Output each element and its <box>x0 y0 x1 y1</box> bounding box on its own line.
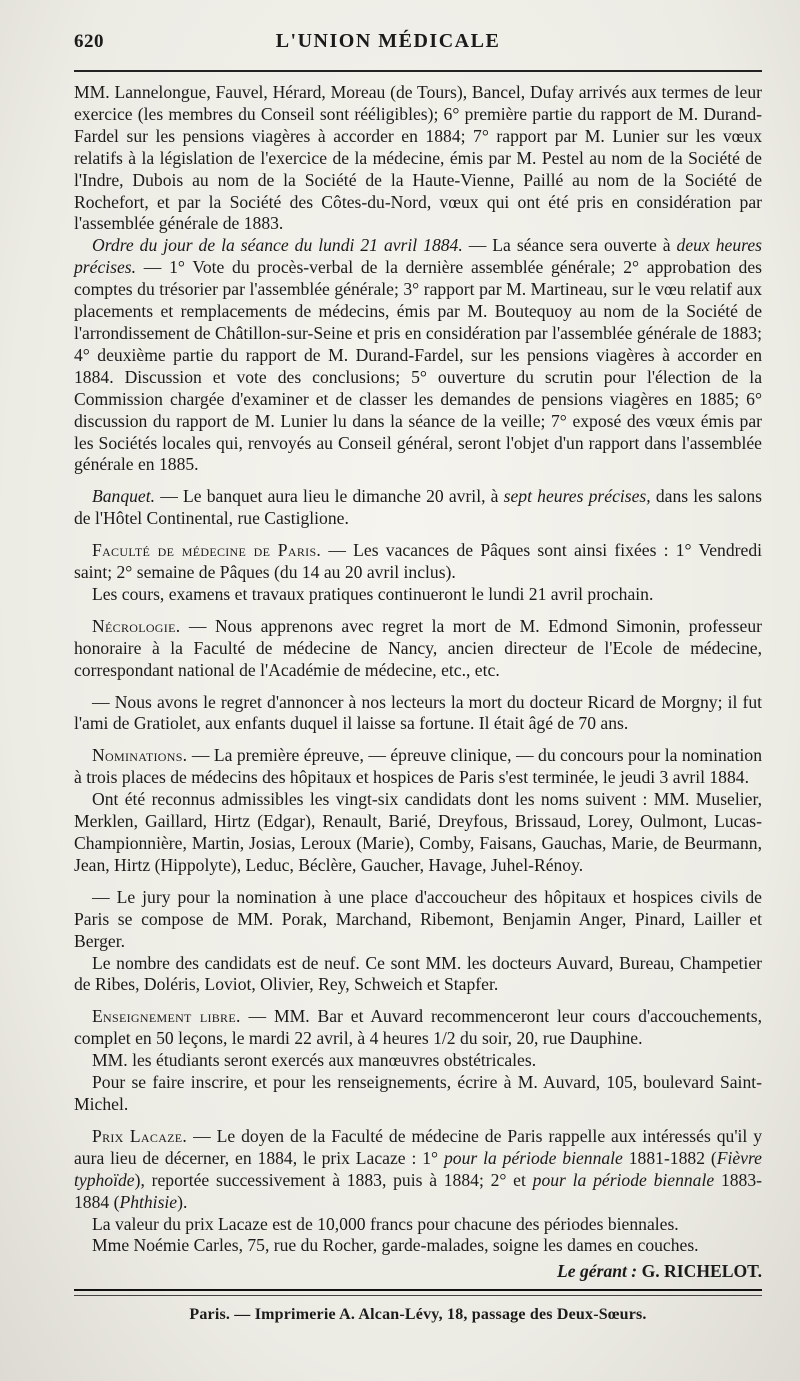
running-header <box>74 30 762 64</box>
paragraph: Pour se faire inscrire, et pour les renseignements, écrire à M. Auvard, 105, boulevard Saint-Michel. <box>74 1072 762 1114</box>
paragraph: — Le jury pour la nomination à une place d'accoucheur des hôpitaux et hospices civils de Paris se compose de MM. Porak, Marchand, Ribemont, Benjamin Anger, Pinard, Lailler et Berger. <box>74 886 762 951</box>
signature-name: G. RICHELOT. <box>641 1261 762 1282</box>
paragraph: Banquet. — Le banquet aura lieu le dimanche 20 avril, à sept heures précises, dans les salons de l'Hôtel Continental, rue Castiglione. <box>74 486 762 529</box>
paragraph: Ont été reconnus admissibles les vingt-six candidats dont les noms suivent : MM. Muselier, Merklen, Gaillard, Hirtz (Edgar), Renault, Barié, Dreyfous, Brissaud, Lorey, Oulmont, Lucas-Championnière, Martin, Josias, Leroux (Marie), Comby, Faisans, Gauchas, Marie, de Beurmann, Jean, Hirtz (Hippolyte), Leduc, Béclère, Gaucher, Havage, Juhel-Rénoy. <box>74 789 762 875</box>
paragraph: La valeur du prix Lacaze est de 10,000 francs pour chacune des périodes biennales. <box>92 1213 679 1234</box>
paragraph: MM. Lannelongue, Fauvel, Hérard, Moreau (de Tours), Bancel, Dufay arrivés aux termes de leur exercice (les membres du Conseil sont rééligibles); 6° première partie du rapport de M. Durand-Fardel sur les pensions viagères à accorder en 1884; 7° rapport par M. Lunier sur les vœux relatifs à la législation de l'exercice de la médecine, émis par M. Pestel au nom de la Société de l'Indre, Dubois au nom de la Société de la Haute-Vienne, Paillé au nom de la Société de Rochefort, et par la Société des Côtes-du-Nord, vœux qui ont été pris en considération par l'assemblée générale de 1883. <box>74 82 762 234</box>
article-body <box>74 82 762 1283</box>
footer-rule <box>74 1289 762 1291</box>
agenda-heading: Ordre du jour de la séance du lundi 21 avril 1884. <box>92 235 463 256</box>
footer-rule-thin <box>74 1295 762 1296</box>
section-heading: Nécrologie. <box>92 615 181 636</box>
section-heading: Faculté de médecine de Paris. <box>92 540 322 561</box>
printer-imprint: Paris. — Imprimerie A. Alcan-Lévy, 18, passage des Deux-Sœurs. <box>189 1306 647 1324</box>
paragraph: Mme Noémie Carles, 75, rue du Rocher, garde-malades, soigne les dames en couches. <box>92 1235 699 1256</box>
paragraph: MM. les étudiants seront exercés aux manœuvres obstétricales. <box>92 1050 537 1071</box>
page-number: 620 <box>74 31 104 52</box>
paragraph: — Nous avons le regret d'annoncer à nos lecteurs la mort du docteur Ricard de Morgny; il fut l'ami de Gratiolet, aux enfants duquel il laisse sa fortune. Il était âgé de 70 ans. <box>74 691 762 734</box>
paragraph: Nominations. — La première épreuve, — épreuve clinique, — du concours pour la nomination à trois places de médecins des hôpitaux et hospices de Paris s'est terminée, le jeudi 3 avril 1884. <box>74 745 762 788</box>
paragraph: Les cours, examens et travaux pratiques continueront le lundi 21 avril prochain. <box>92 583 654 604</box>
paragraph: Ordre du jour de la séance du lundi 21 avril 1884. — La séance sera ouverte à deux heures précises. — 1° Vote du procès-verbal de la dernière assemblée générale; 2° approbation des comptes du trésorier par l'assemblée générale; 3° rapport par M. Martineau, sur le vœu relatif aux placements et remplacements de médecins, émis par M. Boutequoy au nom de la Société de l'arrondissement de Châtillon-sur-Seine et pris en considération par l'assemblée générale de 1883; 4° deuxième partie du rapport de M. Durand-Fardel, sur les pensions viagères à accorder en 1884. Discussion et vote des conclusions; 5° ouverture du scrutin pour l'élection de la Commission chargée d'examiner et de classer les demandes de pensions viagères en 1885; 6° discussion du rapport de M. Lunier lu dans la séance de la veille; 7° exposé des vœux émis par les Sociétés locales qui, renvoyés au Conseil général, seront l'objet d'un rapport dans l'assemblée générale en 1885. <box>74 235 762 475</box>
paragraph: Nécrologie. — Nous apprenons avec regret la mort de M. Edmond Simonin, professeur honoraire à la Faculté de médecine de Nancy, ancien directeur de l'Ecole de médecine, correspondant national de l'Académie de médecine, etc., etc. <box>74 615 762 680</box>
section-heading: Nominations. <box>92 745 188 766</box>
header-rule <box>74 70 762 72</box>
signature-label: Le gérant : <box>557 1261 638 1282</box>
paragraph: Le nombre des candidats est de neuf. Ce sont MM. les docteurs Auvard, Bureau, Champetier de Ribes, Doléris, Loviot, Olivier, Rey, Schweich et Stapfer. <box>74 952 762 995</box>
paragraph: Enseignement libre. — MM. Bar et Auvard recommenceront leur cours d'accouchements, complet en 50 leçons, le mardi 22 avril, à 4 heures 1/2 du soir, 20, rue Dauphine. <box>74 1006 762 1049</box>
paragraph: Faculté de médecine de Paris. — Les vacances de Pâques sont ainsi fixées : 1° Vendredi saint; 2° semaine de Pâques (du 14 au 20 avril inclus). <box>74 540 763 583</box>
paragraph: Prix Lacaze. — Le doyen de la Faculté de médecine de Paris rappelle aux intéressés qu'il y aura lieu de décerner, en 1884, le prix Lacaze : 1° pour la période biennale 1881-1882 (Fièvre typhoïde), reportée successivement à 1883, puis à 1884; 2° et pour la période biennale 1883-1884 (Phthisie). <box>74 1125 763 1212</box>
banquet-heading: Banquet. <box>92 486 156 507</box>
section-heading: Prix Lacaze. <box>92 1125 188 1146</box>
journal-title: L'UNION MÉDICALE <box>275 30 501 52</box>
section-heading: Enseignement libre. <box>92 1006 241 1027</box>
signature <box>74 1261 762 1283</box>
